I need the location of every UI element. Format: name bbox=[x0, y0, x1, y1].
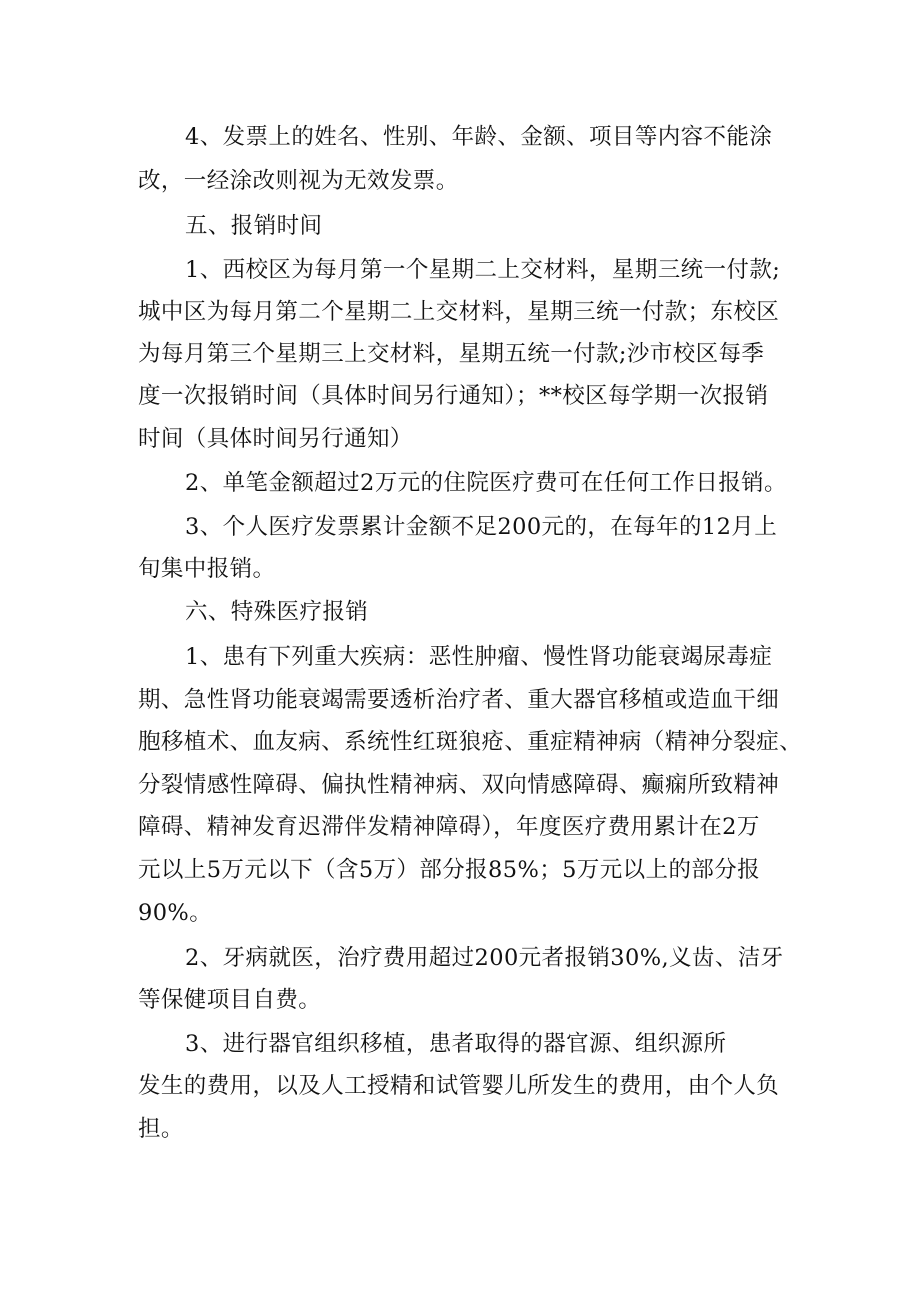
text-line: 3、进行器官组织移植，患者取得的器官源、组织源所 bbox=[185, 1031, 727, 1057]
text-line: 3、个人医疗发票累计金额不足200元的，在每年的12月上 bbox=[185, 514, 778, 540]
text-line: 1、患有下列重大疾病：恶性肿瘤、慢性肾功能衰竭尿毒症 bbox=[185, 644, 773, 670]
text-line: 旬集中报销。 bbox=[138, 556, 276, 582]
section-heading: 六、特殊医疗报销 bbox=[185, 599, 369, 625]
text-line: 2、牙病就医，治疗费用超过200元者报销30%,义齿、洁牙 bbox=[185, 945, 784, 971]
text-line: 4、发票上的姓名、性别、年龄、金额、项目等内容不能涂 bbox=[185, 124, 773, 150]
text-line: 改，一经涂改则视为无效发票。 bbox=[138, 168, 459, 194]
text-line: 胞移植术、血友病、系统性红斑狼疮、重症精神病（精神分裂症、 bbox=[138, 729, 803, 755]
text-line: 城中区为每月第二个星期二上交材料，星期三统一付款；东校区 bbox=[138, 299, 780, 325]
text-line: 1、西校区为每月第一个星期二上交材料，星期三统一付款; bbox=[185, 257, 781, 283]
text-line: 为每月第三个星期三上交材料，星期五统一付款;沙市校区每季 bbox=[138, 341, 765, 367]
text-line: 2、单笔金额超过2万元的住院医疗费可在任何工作日报销。 bbox=[185, 470, 787, 496]
text-line: 分裂情感性障碍、偏执性精神病、双向情感障碍、癫痫所致精神 bbox=[138, 772, 780, 798]
text-line: 期、急性肾功能衰竭需要透析治疗者、重大器官移植或造血干细 bbox=[138, 687, 780, 713]
text-line: 时间（具体时间另行通知） bbox=[138, 426, 413, 452]
section-heading: 五、报销时间 bbox=[185, 213, 323, 239]
text-line: 发生的费用，以及人工授精和试管婴儿所发生的费用，由个人负 bbox=[138, 1073, 780, 1099]
text-line: 等保健项目自费。 bbox=[138, 987, 322, 1013]
text-line: 障碍、精神发育迟滞伴发精神障碍），年度医疗费用累计在2万 bbox=[138, 814, 760, 840]
text-line: 元以上5万元以下（含5万）部分报85%；5万元以上的部分报 bbox=[138, 857, 761, 883]
text-line: 担。 bbox=[138, 1116, 184, 1142]
text-line: 度一次报销时间（具体时间另行通知）；**校区每学期一次报销 bbox=[138, 383, 769, 409]
text-line: 90%。 bbox=[138, 900, 213, 926]
